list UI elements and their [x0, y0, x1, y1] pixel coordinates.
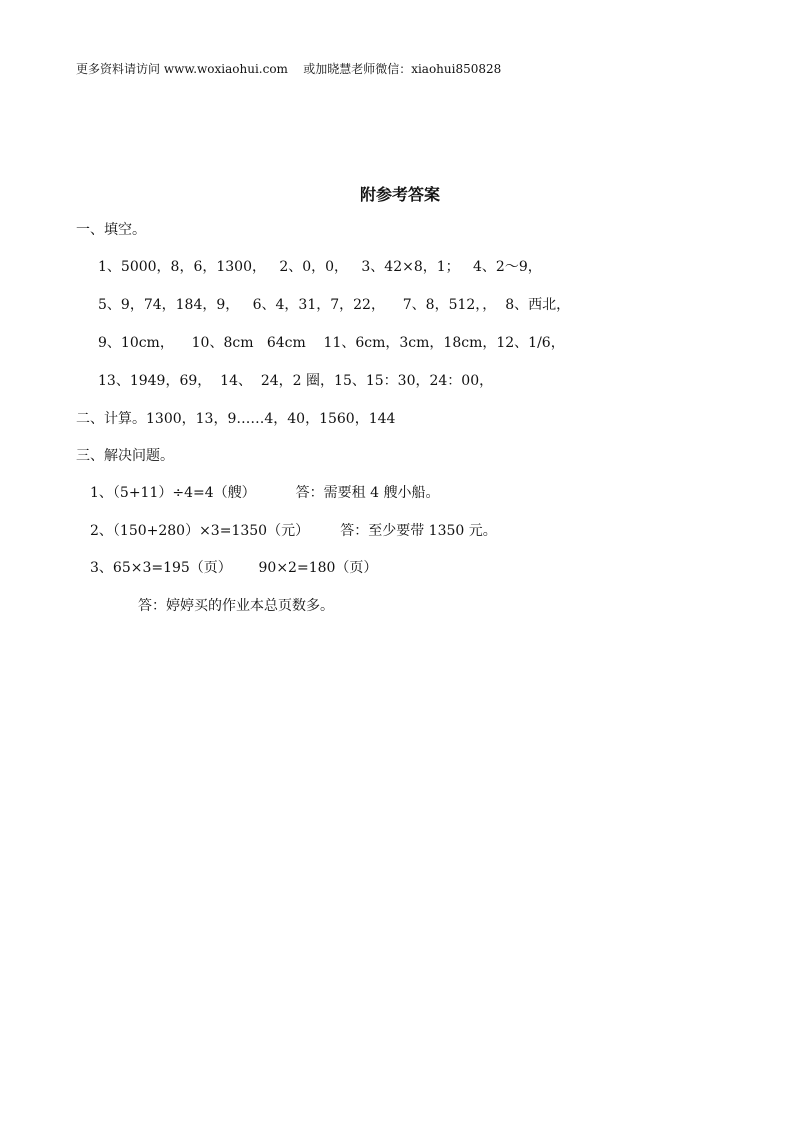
problem-answer-3-conclusion: 答：婷婷买的作业本总页数多。	[138, 598, 334, 614]
section-heading-problems: 三、解决问题。	[76, 448, 174, 464]
fill-answer-line-2: 5、9，74，184，9， 6、4，31，7，22， 7、8，512，， 8、西北，	[98, 297, 571, 313]
section-heading-fill: 一、填空。	[76, 222, 146, 238]
problem-answer-3: 3、65×3=195（页） 90×2=180（页）	[90, 560, 378, 576]
fill-answer-line-4: 13、1949，69， 14、 24，2 圈，15、15：30，24：00，	[98, 373, 494, 389]
problem-answer-1: 1、（5+11）÷4=4（艘） 答：需要租 4 艘小船。	[90, 485, 440, 501]
page-title: 附参考答案	[359, 185, 440, 204]
fill-answer-line-1: 1、5000，8，6，1300， 2、0，0， 3、42×8，1； 4、2～9，	[98, 259, 542, 275]
section-calculation: 二、计算。1300，13，9……4，40，1560，144	[76, 411, 396, 427]
header-note: 更多资料请访问 www.woxiaohui.com 或加晓慧老师微信：xiaohui850828	[76, 62, 502, 76]
problem-answer-2: 2、（150+280）×3=1350（元） 答：至少要带 1350 元。	[90, 523, 497, 539]
fill-answer-line-3: 9、10cm， 10、8cm 64cm 11、6cm，3cm，18cm，12、1/6，	[98, 335, 565, 351]
